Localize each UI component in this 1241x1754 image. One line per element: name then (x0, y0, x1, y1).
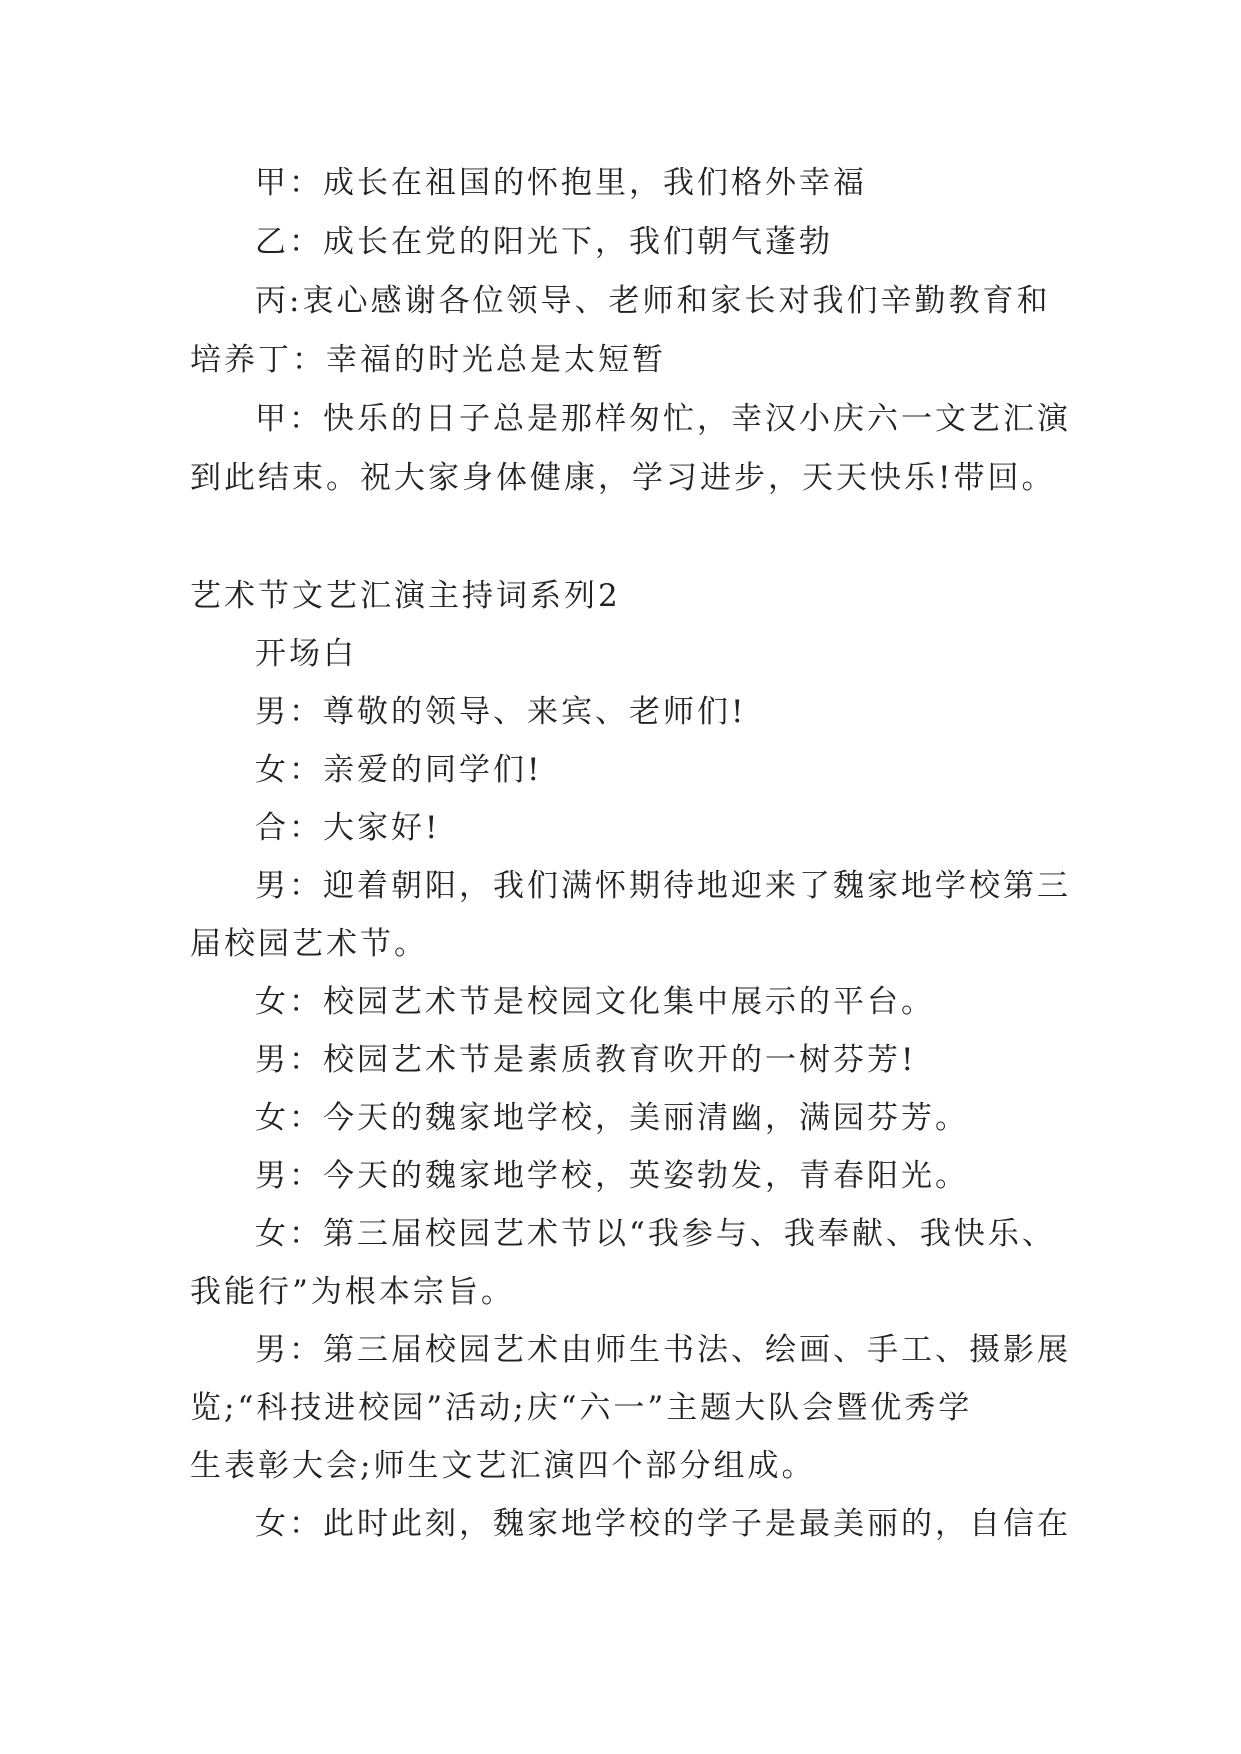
paragraph-line: 览;“科技进校园”活动;庆“六一”主题大队会暨优秀学 (190, 1390, 973, 1426)
paragraph-line: 男：今天的魏家地学校，英姿勃发，青春阳光。 (255, 1158, 969, 1194)
paragraph-line: 丙:衷心感谢各位领导、老师和家长对我们辛勤教育和 (255, 283, 1051, 319)
paragraph-line: 到此结束。祝大家身体健康，学习进步，天天快乐!带回。 (190, 460, 1056, 496)
paragraph-line: 开场白 (255, 636, 357, 672)
paragraph-line: 男：尊敬的领导、来宾、老师们! (255, 694, 747, 730)
paragraph-line: 女：亲爱的同学们! (255, 752, 543, 788)
paragraph-line: 女：校园艺术节是校园文化集中展示的平台。 (255, 984, 935, 1020)
paragraph-line: 届校园艺术节。 (190, 926, 428, 962)
paragraph-line: 男：第三届校园艺术由师生书法、绘画、手工、摄影展 (255, 1332, 1071, 1368)
paragraph-line: 男：校园艺术节是素质教育吹开的一树芬芳! (255, 1042, 917, 1078)
section-title: 艺术节文艺汇演主持词系列2 (190, 578, 621, 614)
paragraph-line: 生表彰大会;师生文艺汇演四个部分组成。 (190, 1448, 816, 1484)
paragraph-line: 女：第三届校园艺术节以“我参与、我奉献、我快乐、 (255, 1216, 1056, 1252)
paragraph-line: 甲：快乐的日子总是那样匆忙，幸汉小庆六一文艺汇演 (255, 401, 1071, 437)
paragraph-line: 女：今天的魏家地学校，美丽清幽，满园芬芳。 (255, 1100, 969, 1136)
paragraph-line: 乙：成长在党的阳光下，我们朝气蓬勃 (255, 224, 833, 260)
paragraph-line: 合：大家好! (255, 810, 441, 846)
paragraph-line: 女：此时此刻，魏家地学校的学子是最美丽的，自信在 (255, 1506, 1071, 1542)
paragraph-line: 甲：成长在祖国的怀抱里，我们格外幸福 (255, 165, 867, 201)
paragraph-line: 培养丁：幸福的时光总是太短暂 (190, 342, 666, 378)
paragraph-line: 男：迎着朝阳，我们满怀期待地迎来了魏家地学校第三 (255, 868, 1071, 904)
paragraph-line: 我能行”为根本宗旨。 (190, 1274, 515, 1310)
